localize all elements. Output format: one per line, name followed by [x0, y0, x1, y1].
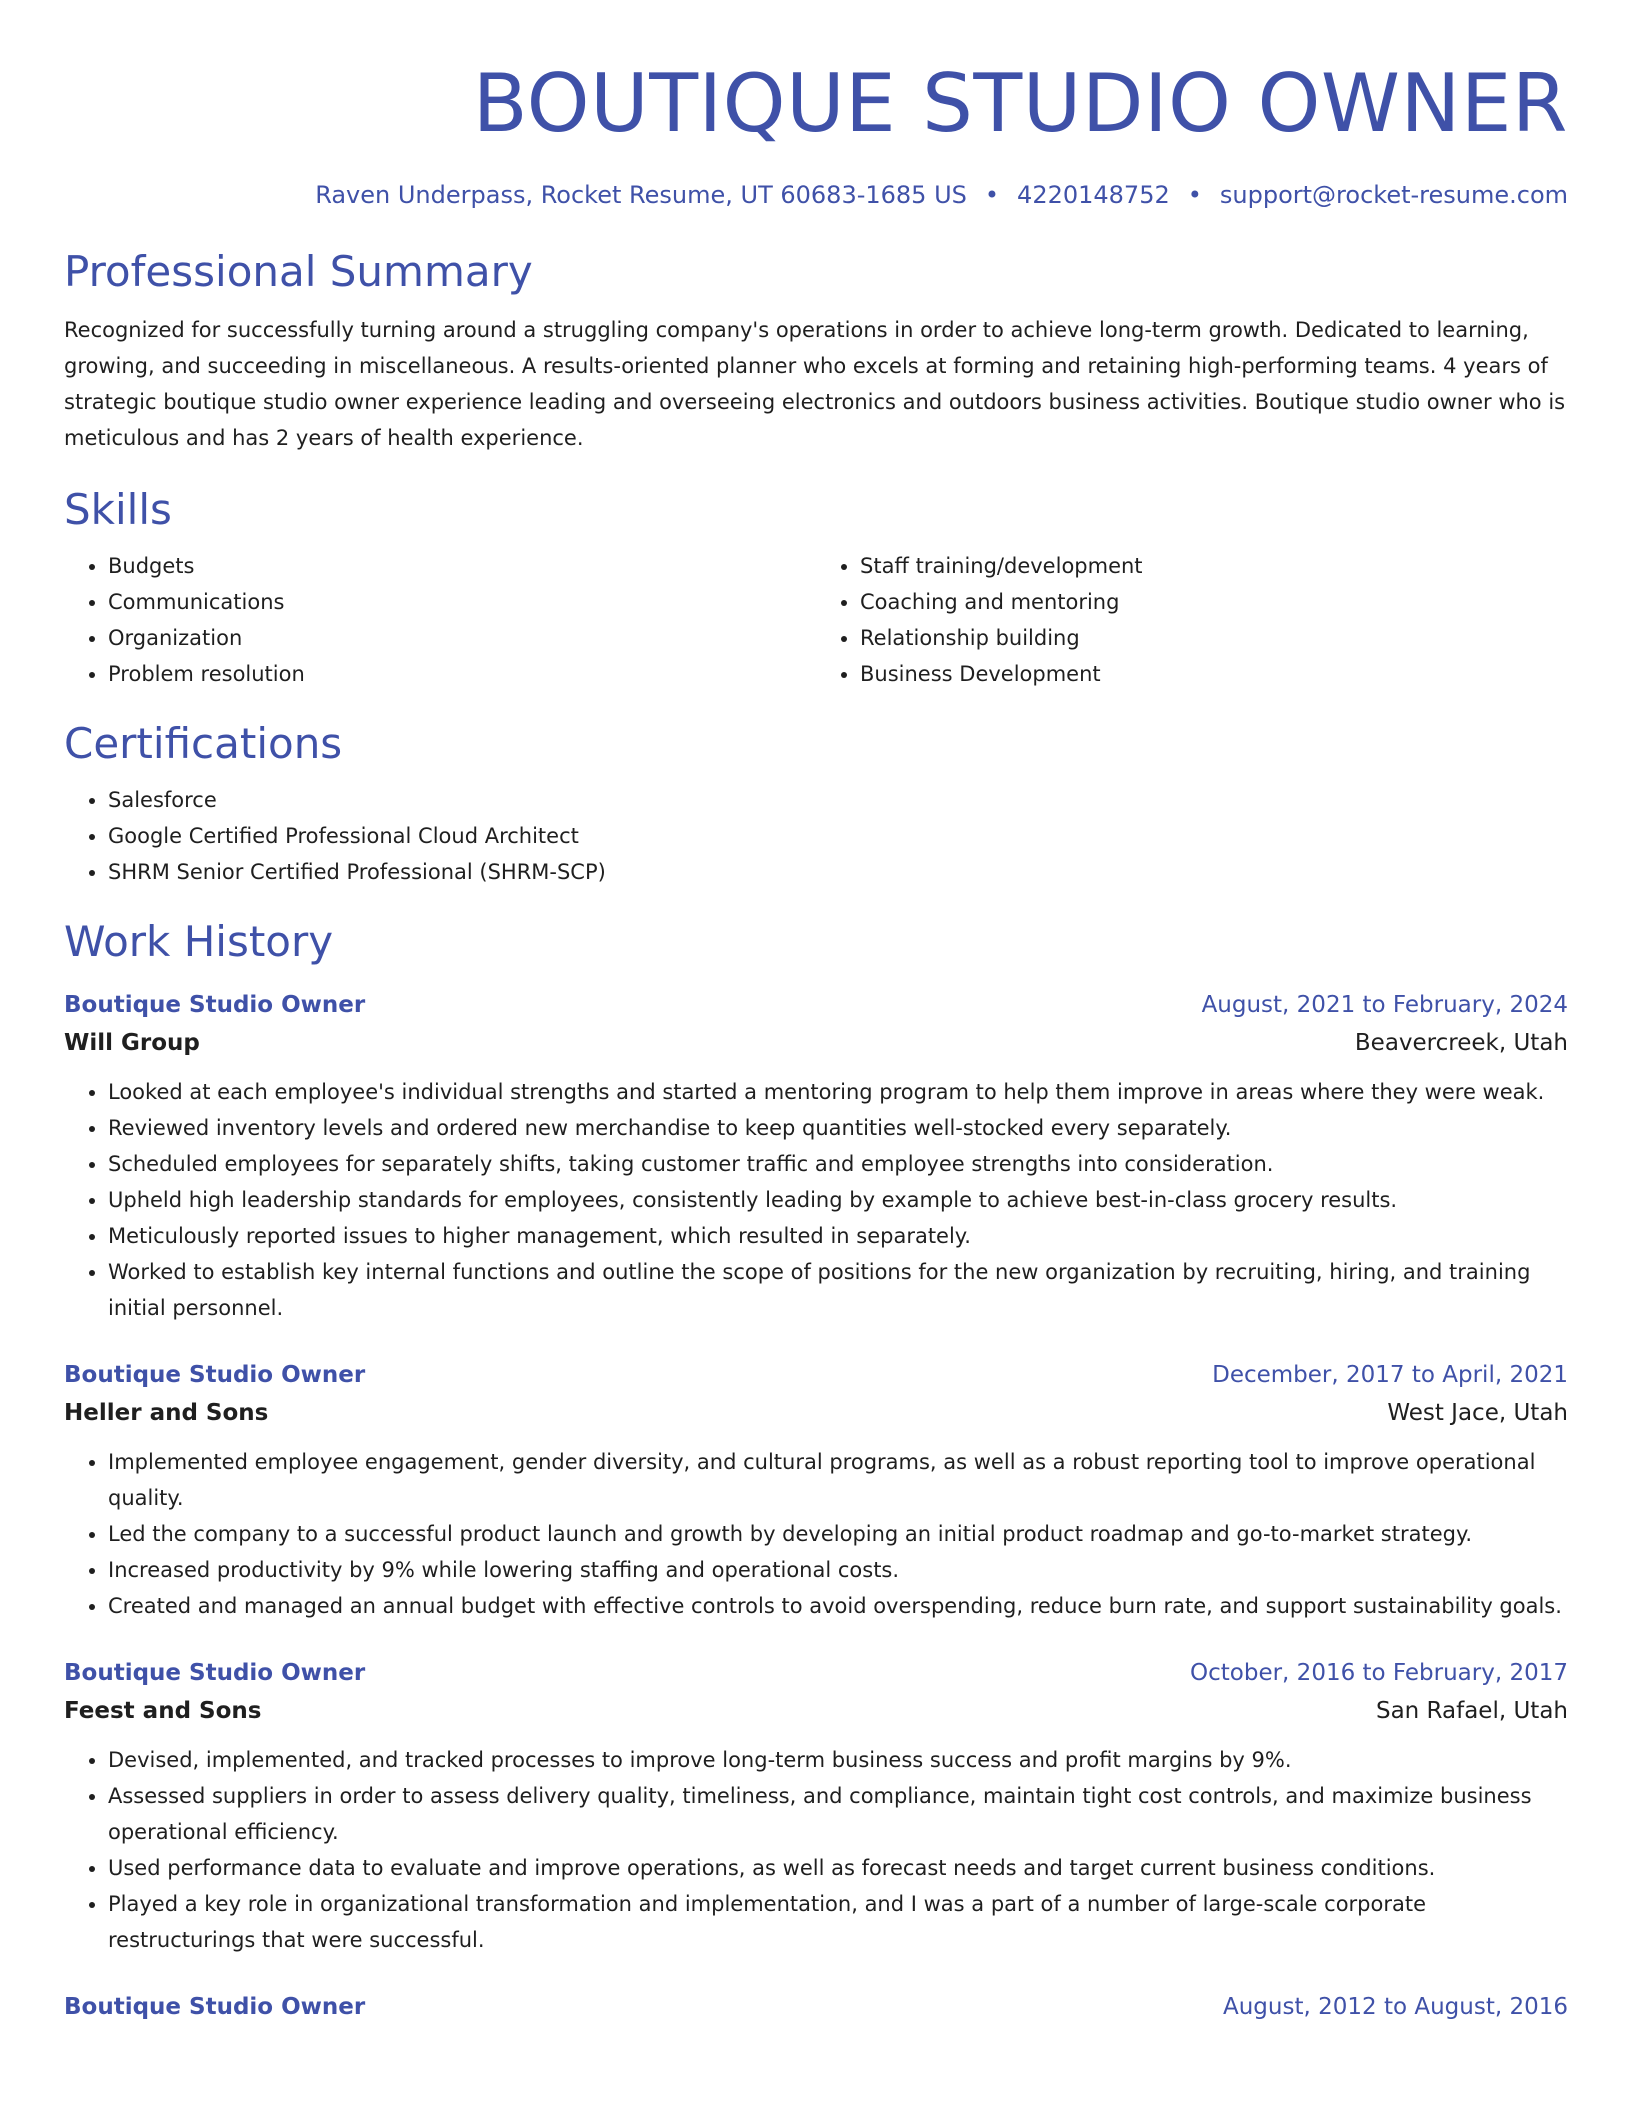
job-bullet: • Increased productivity by 9% while lowering staffing and operational costs. — [108, 1552, 1568, 1588]
job-entry — [64, 986, 1568, 1326]
job-dates: August, 2012 to August, 2016 — [1223, 1994, 1568, 2020]
job-company-row — [64, 1394, 1568, 1432]
job-company-row — [64, 1024, 1568, 1062]
job-company: Will Group — [64, 1030, 200, 1056]
skills-list-right — [816, 548, 1568, 692]
job-bullet: • Upheld high leadership standards for employees, consistently leading by example to achieve best-in-class grocery results. — [108, 1182, 1568, 1218]
work-history-section — [64, 916, 1568, 2026]
job-company-row — [64, 1692, 1568, 1730]
job-entry — [64, 1988, 1568, 2026]
certification-item: • Google Certified Professional Cloud Architect — [108, 818, 1568, 854]
job-bullet: • Implemented employee engagement, gender diversity, and cultural programs, as well as a robust reporting tool to improve operational quality. — [108, 1444, 1568, 1516]
job-bullet: • Created and managed an annual budget with effective controls to avoid overspending, reduce burn rate, and support sustainability goals. — [108, 1588, 1568, 1624]
job-bullets — [64, 1444, 1568, 1624]
contact-email[interactable]: support@rocket-resume.com — [1219, 181, 1568, 209]
job-bullet: • Devised, implemented, and tracked processes to improve long-term business success and profit margins by 9%. — [108, 1742, 1568, 1778]
job-dates: October, 2016 to February, 2017 — [1190, 1660, 1568, 1686]
skill-item: • Business Development — [860, 656, 1568, 692]
skill-item: • Problem resolution — [108, 656, 816, 692]
job-bullet: • Worked to establish key internal functions and outline the scope of positions for the new organization by recruiting, hiring, and training initial personnel. — [108, 1254, 1568, 1326]
job-bullet: • Reviewed inventory levels and ordered new merchandise to keep quantities well-stocked every separately. — [108, 1110, 1568, 1146]
summary-section — [64, 246, 1568, 456]
contact-separator: • — [984, 181, 1000, 209]
job-bullet: • Played a key role in organizational transformation and implementation, and I was a part of a number of large-scale corporate restructurings that were successful. — [108, 1886, 1568, 1958]
certifications-section — [64, 718, 1568, 890]
job-entry — [64, 1654, 1568, 1958]
work-history-heading: Work History — [64, 917, 334, 966]
job-title: Boutique Studio Owner — [64, 1362, 366, 1388]
skills-section — [64, 484, 1568, 692]
skill-item: • Budgets — [108, 548, 816, 584]
skill-item: • Organization — [108, 620, 816, 656]
contact-phone: 4220148752 — [1017, 181, 1170, 209]
job-title-row — [64, 1654, 1568, 1692]
job-bullet: • Meticulously reported issues to higher management, which resulted in separately. — [108, 1218, 1568, 1254]
job-title-row — [64, 1356, 1568, 1394]
resume-name-title: BOUTIQUE STUDIO OWNER — [472, 57, 1568, 150]
job-location: West Jace, Utah — [1387, 1400, 1568, 1426]
job-bullet: • Used performance data to evaluate and improve operations, as well as forecast needs and target current business conditions. — [108, 1850, 1568, 1886]
summary-heading: Professional Summary — [64, 247, 533, 296]
skills-heading: Skills — [64, 485, 172, 534]
job-company: Feest and Sons — [64, 1698, 262, 1724]
summary-text: Recognized for successfully turning around a struggling company's operations in order to achieve long-term growth. Dedicated to learning, growing, and succeeding in miscellaneous. A results-oriented planner who excels at forming and retaining high-performing teams. 4 years of strategic boutique studio owner experience leading and overseeing electronics and outdoors business activities. Boutique studio owner who is meticulous and has 2 years of health experience. — [64, 318, 1566, 450]
job-title: Boutique Studio Owner — [64, 1994, 366, 2020]
job-bullets — [64, 1074, 1568, 1326]
skill-item: • Staff training/development — [860, 548, 1568, 584]
contact-separator: • — [1187, 181, 1202, 209]
job-title-row — [64, 1988, 1568, 2026]
job-location: Beavercreek, Utah — [1354, 1030, 1568, 1056]
job-bullet: • Led the company to a successful product launch and growth by developing an initial product roadmap and go-to-market strategy. — [108, 1516, 1568, 1552]
certification-item: • Salesforce — [108, 782, 1568, 818]
job-bullet: • Looked at each employee's individual strengths and started a mentoring program to help them improve in areas where they were weak. — [108, 1074, 1568, 1110]
contact-address: Raven Underpass, Rocket Resume, UT 60683-1685 US — [315, 181, 967, 209]
job-dates: August, 2021 to February, 2024 — [1201, 992, 1568, 1018]
job-title: Boutique Studio Owner — [64, 992, 366, 1018]
skill-item: • Relationship building — [860, 620, 1568, 656]
job-location: San Rafael, Utah — [1375, 1698, 1568, 1724]
job-bullet: • Assessed suppliers in order to assess delivery quality, timeliness, and compliance, maintain tight cost controls, and maximize business operational efficiency. — [108, 1778, 1568, 1850]
certifications-list — [64, 782, 1568, 890]
skill-item: • Coaching and mentoring — [860, 584, 1568, 620]
resume-page — [64, 0, 1568, 2026]
skills-list-left — [64, 548, 816, 692]
job-entry — [64, 1356, 1568, 1624]
job-bullet: • Scheduled employees for separately shifts, taking customer traffic and employee strengths into consideration. — [108, 1146, 1568, 1182]
skills-grid — [64, 548, 1568, 692]
job-dates: December, 2017 to April, 2021 — [1212, 1362, 1568, 1388]
job-title: Boutique Studio Owner — [64, 1660, 366, 1686]
job-bullets — [64, 1742, 1568, 1958]
job-company: Heller and Sons — [64, 1400, 269, 1426]
certifications-heading: Certifications — [64, 719, 343, 768]
skill-item: • Communications — [108, 584, 816, 620]
contact-line — [64, 180, 1568, 210]
job-title-row — [64, 986, 1568, 1024]
certification-item: • SHRM Senior Certified Professional (SHRM-SCP) — [108, 854, 1568, 890]
